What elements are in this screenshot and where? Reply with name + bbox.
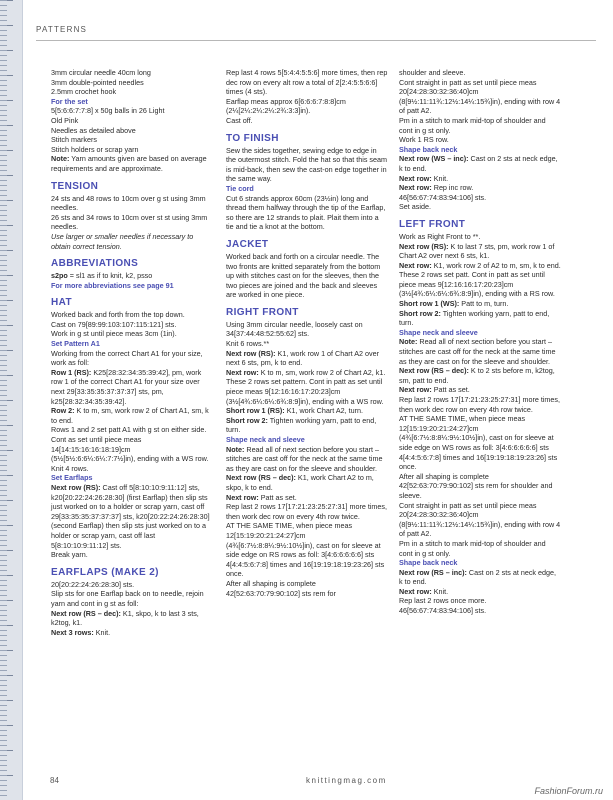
instruction: Pm in a stitch to mark mid-top of shoulder and cont in g st only.	[399, 538, 548, 558]
instruction: 46[56:67:74:83:94:106] sts.	[399, 606, 487, 616]
page-number: 84	[50, 776, 59, 785]
tension-line: 26 sts and 34 rows to 10cm over st st using 3mm needles.	[51, 212, 210, 232]
subheading-shape-neck: Shape neck and sleeve	[226, 435, 305, 444]
instruction: Work as Right Front to **.	[399, 231, 481, 241]
subheading-tie-cord: Tie cord	[226, 183, 254, 193]
instruction: Cut 6 strands approx 60cm (23½in) long and thread them halfway through the tip of the Earflap, so there are 12 strands to plait. Plait them into a tie and tie a knot at the bottom.	[226, 193, 388, 232]
row-instruction: Next row: Rep inc row.	[399, 183, 474, 193]
instruction: Worked back and forth from the top down.	[51, 310, 185, 320]
instruction: Earflap meas approx 6[6:6:6:7:8:8]cm (2¼[2¼:2¼:2¼:2¾:3:3]in).	[226, 96, 348, 116]
instruction: Break yarn.	[51, 550, 88, 560]
instruction: Pm in a stitch to mark mid-top of shoulder and cont in g st only.	[399, 115, 548, 135]
instruction: After all shaping is complete 42[52:63:70:79:90:102] sts rem for	[226, 578, 336, 598]
tension-note: Use larger or smaller needles if necessary to obtain correct tension.	[51, 231, 196, 251]
instruction: Work 1 RS row.	[399, 135, 449, 145]
instruction: 46[56:67:74:83:94:106] sts.	[399, 192, 487, 202]
row-instruction: Next row: K to m, sm, work row 2 of Chart A2, k1.	[226, 367, 386, 377]
heading-tension: TENSION	[51, 180, 99, 192]
instruction: Knit 6 rows.**	[226, 339, 270, 349]
instruction: Work in g st until piece meas 3cm (1in).	[51, 329, 177, 339]
instruction: Cont straight in patt as set until piece meas 20[24:28:30:32:36:40]cm (8[9½:11:11¾:12½:14¼:15¾]in), ending with row 4 of patt A2.	[399, 500, 563, 539]
instruction: Sew the sides together, sewing edge to edge in the outermost stitch. Fold the hat so that this seam is mid-back, then sew the cast-on edge together in the same way.	[226, 145, 389, 184]
instruction: Cont straight in patt as set until piece meas 20[24:28:30:32:36:40]cm (8[9½:11:11¾:12½:14¼:15¾]in), ending with row 4 of patt A2.	[399, 77, 563, 116]
instruction: AT THE SAME TIME, when piece meas 12[15:19:20:21:24:27]cm (4¾[6:7½:8:8¼:9½:10½]in), cast on for sleeve at side edge on WS rows as foll: 3[4:6:6:6:6:6] sts 4[4:4:5:6:7:8] times and 16[19:19:18:19:23:26] sts once.	[399, 414, 560, 472]
heading-hat: HAT	[51, 297, 73, 309]
row-instruction: Short row 1 (WS): Patt to m, turn.	[399, 299, 509, 309]
instruction: These 2 rows set patt. Cont in patt as set until piece meas 9[12:16:16:17:20:23]cm (3½[4¾:6¼:6¼:6¾:8:9]in), ending with a RS row.	[399, 270, 555, 299]
row-instruction: Row 2: K to m, sm, work row 2 of Chart A1, sm, k to end.	[51, 406, 211, 425]
materials-line: Needles as detailed above	[51, 125, 136, 135]
materials-line: Old Pink	[51, 115, 79, 125]
instruction: Slip sts for one Earflap back on to needle, rejoin yarn and cont in g st as foll:	[51, 589, 206, 608]
instruction: Cast off.	[226, 115, 253, 125]
heading-to-finish: TO FINISH	[226, 132, 279, 144]
instruction: Cast on 79[89:99:103:107:115:121] sts.	[51, 319, 177, 329]
header-rule	[36, 40, 596, 41]
instruction: These 2 rows set pattern. Cont in patt as set until piece meas 9[12:16:16:17:20:23]cm (3½[4¾:6¼:6¼:6¾:8:9]in), ending with a WS row.	[226, 377, 385, 406]
materials-line: 2.5mm crochet hook	[51, 87, 117, 97]
instruction: AT THE SAME TIME, when piece meas 12[15:19:20:21:24:27]cm (4¾[6:7½:8:8¼:9½:10½]in), cast on for sleeve at side edge on RS rows as foll: 3[4:6:6:6:6:6] sts 4[4:4:5:6:7:8] times and 16[19:19:18:19:23:26] sts once.	[226, 521, 387, 579]
site-url: knittingmag.com	[306, 776, 387, 785]
heading-left-front: LEFT FRONT	[399, 218, 466, 230]
column-1	[51, 68, 213, 637]
tension-line: 24 sts and 48 rows to 10cm over g st using 3mm needles.	[51, 193, 208, 213]
subheading-set-earflaps: Set Earflaps	[51, 473, 93, 483]
instruction: Set aside.	[399, 202, 431, 212]
row-instruction: Next row: K1, work row 2 of A2 to m, sm, k to end.	[399, 260, 561, 270]
section-label: PATTERNS	[36, 25, 88, 34]
row-instruction: Next row (RS – dec): K to 2 sts before m, k2tog, sm, patt to end.	[399, 366, 557, 385]
row-instruction: Next row (RS – dec): K1, skpo, k to last 3 sts, k2tog, k1.	[51, 608, 201, 628]
row-instruction: Row 1 (RS): K25[28:32:34:35:39:42], pm, work row 1 of the correct Chart A1 for your size over next 29[33:35:35:37:37:37] sts, pm, k25[28:32:34:35:39:42].	[51, 367, 204, 406]
row-instruction: Next row: Knit.	[399, 586, 449, 596]
instruction: After all shaping is complete 42[52:63:70:79:90:102] sts rem for shoulder and sleeve.	[399, 471, 555, 500]
note-paragraph: Note: Yarn amounts given are based on average requirements and are approximate.	[51, 154, 209, 173]
ruler-strip	[0, 0, 23, 800]
materials-line: 5[5:6:6:7:7:8] x 50g balls in 26 Light	[51, 106, 165, 116]
abbreviation-s2po: s2po = sl1 as if to knit, k2, psso	[51, 271, 153, 281]
subheading-shape-back-neck: Shape back neck	[399, 558, 458, 568]
instruction: Knit 4 rows.	[51, 463, 89, 473]
instruction: Rows 1 and 2 set patt A1 with g st on either side. Cont as set until piece meas 14[14:15:16:16:18:19]cm (5½[5½:6:6¼:6¼:7:7½]in), ending with a WS row.	[51, 425, 209, 464]
heading-jacket: JACKET	[226, 238, 269, 250]
row-instruction: Next 3 rows: Knit.	[51, 627, 111, 637]
materials-line: Stitch holders or scrap yarn	[51, 144, 139, 154]
instruction: Rep last 2 rows once more.	[399, 596, 487, 606]
subheading-shape-back-neck: Shape back neck	[399, 144, 458, 154]
materials-line: 3mm double-pointed needles	[51, 77, 144, 87]
row-instruction: Short row 2: Tighten working yarn, patt to end, turn.	[226, 415, 379, 435]
note-paragraph: Note: Read all of next section before you start – stitches are cast off for the neck at the same time as they are cast on for the sleeve and shoulder.	[399, 337, 558, 366]
note-paragraph: Note: Read all of next section before you start – stitches are cast off for the neck at the same time as they are cast on for the sleeve and shoulder.	[226, 444, 385, 473]
heading-abbreviations: ABBREVIATIONS	[51, 258, 139, 270]
materials-line: Stitch markers	[51, 135, 97, 145]
row-instruction: Short row 1 (RS): K1, work Chart A2, turn.	[226, 406, 363, 416]
more-abbreviations-link[interactable]: For more abbreviations see page 91	[51, 280, 174, 290]
instruction: Working from the correct Chart A1 for your size, work as foll:	[51, 348, 205, 368]
row-instruction: Next row: Knit.	[399, 173, 449, 183]
instruction: Worked back and forth on a circular needle. The two fronts are knitted separately from the bottom up with stitches cast on for the sleeves, then the two pieces are joined and the back and sleeves are worked in one piece.	[226, 251, 383, 300]
instruction: shoulder and sleeve.	[399, 68, 466, 77]
instruction: Rep last 4 rows 5[5:4:4:5:5:6] more times, then rep dec row on every alt row a total of 2[2:4:5:5:6:6] times (4 sts).	[226, 68, 390, 97]
column-2	[226, 68, 388, 598]
page-header	[36, 22, 596, 42]
heading-earflaps: EARFLAPS (MAKE 2)	[51, 566, 159, 578]
subheading-for-set: For the set	[51, 96, 88, 106]
instruction: 20[20:22:24:26:28:30] sts.	[51, 579, 135, 589]
row-instruction: Next row (RS): Cast off 5[8:10:10:9:11:12] sts, k20[20:22:24:26:28:30] (first Earflap) then slip sts just worked on to a holder or scrap yarn, cast off 29[33:35:35:37:37:37] sts, k20[20:22:24:26:28:30] (second Earflap) then slip sts just worked on to a holder or scrap yarn, cast off last 5[8:10:10:9:11:12] sts.	[51, 482, 212, 550]
subheading-shape-neck: Shape neck and sleeve	[399, 327, 478, 337]
row-instruction: Next row (WS – inc): Cast on 2 sts at neck edge, k to end.	[399, 154, 560, 173]
row-instruction: Next row (RS): K1, work row 1 of Chart A2 over next 6 sts, pm, k to end.	[226, 348, 381, 368]
materials-line: 3mm circular needle 40cm long	[51, 68, 151, 77]
row-instruction: Next row (RS – inc): Cast on 2 sts at neck edge, k to end.	[399, 567, 559, 587]
column-3	[399, 68, 561, 616]
row-instruction: Next row (RS): K to last 7 sts, pm, work row 1 of Chart A2 over next 6 sts, k1.	[399, 241, 557, 261]
watermark: FashionForum.ru	[534, 786, 603, 796]
row-instruction: Short row 2: Tighten working yarn, patt to end, turn.	[399, 308, 552, 328]
instruction: Rep last 2 rows 17[17:21:23:25:27:31] more times, then work dec row on every 4th row twice.	[399, 395, 563, 414]
instruction: Rep last 2 rows 17[17:21:23:25:27:31] more times, then work dec row on every 4th row twice.	[226, 502, 390, 521]
subheading-set-pattern: Set Pattern A1	[51, 339, 100, 349]
row-instruction: Next row: Patt as set.	[226, 492, 297, 502]
row-instruction: Next row (RS – dec): K1, work Chart A2 to m, skpo, k to end.	[226, 473, 376, 492]
row-instruction: Next row: Patt as set.	[399, 385, 470, 395]
instruction: Using 3mm circular needle, loosely cast on 34[37:44:48:52:55:62] sts.	[226, 319, 365, 339]
heading-right-front: RIGHT FRONT	[226, 306, 299, 318]
